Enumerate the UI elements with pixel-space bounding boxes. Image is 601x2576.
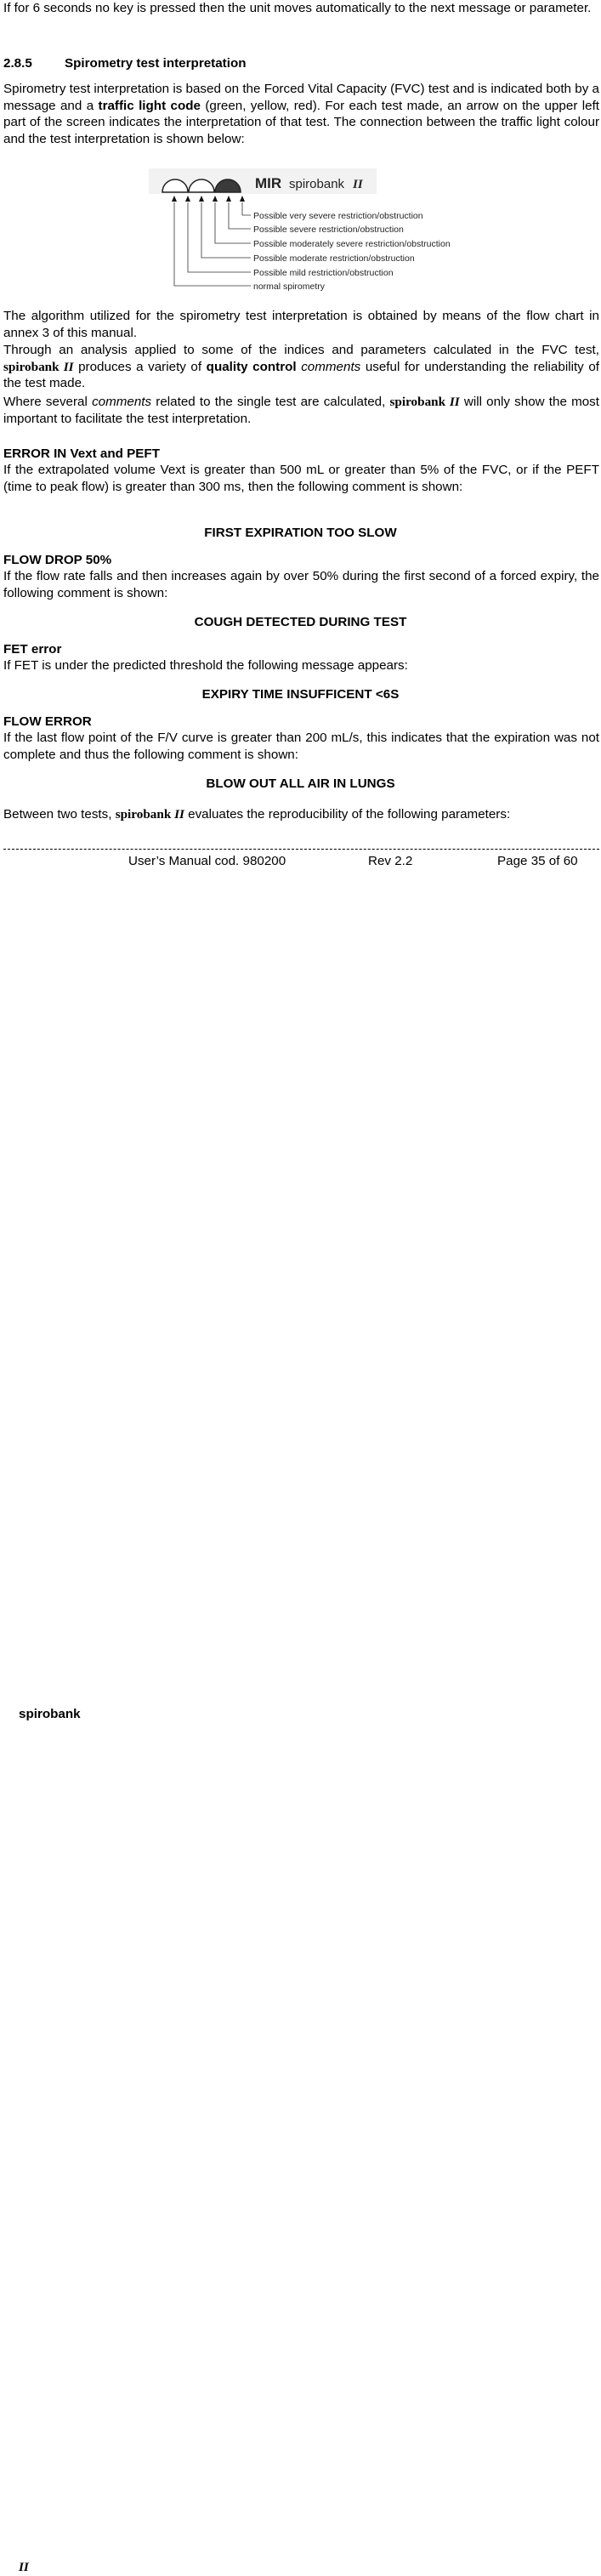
arrow-up-icon — [172, 196, 177, 202]
label-normal: normal spirometry — [253, 281, 326, 292]
error-message: FIRST EXPIRATION TOO SLOW — [204, 526, 397, 540]
error-heading: FLOW ERROR — [3, 714, 92, 729]
paragraph-quality-control — [3, 342, 599, 392]
error-message: EXPIRY TIME INSUFFICENT <6S — [201, 687, 400, 702]
paragraph-several-comments — [3, 394, 599, 427]
error-message: COUGH DETECTED DURING TEST — [194, 615, 407, 629]
arrow-up-icon — [199, 196, 204, 202]
traffic-light-code-term: traffic light code — [98, 98, 201, 113]
footer-revision: Rev 2.2 — [368, 854, 413, 868]
label-moderate: Possible moderate restriction/obstruction — [253, 253, 415, 264]
error-heading: FLOW DROP 50% — [3, 553, 112, 567]
paragraph-algorithm: The algorithm utilized for the spirometry test interpretation is obtained by means of the flow chart in annex 3 of this manual. — [3, 309, 599, 340]
banner-product-name: spirobank — [289, 177, 345, 191]
footer-page-number: Page 35 of 60 — [497, 854, 578, 868]
error-heading: FET error — [3, 642, 62, 657]
section-title: Spirometry test interpretation — [65, 56, 247, 71]
paragraph-text: will only show the most important to facilitate the test interpretation. — [3, 395, 599, 426]
mir-logo: MIR — [255, 175, 282, 191]
banner-product-suffix: II — [353, 178, 363, 191]
arrow-lines — [174, 202, 251, 286]
error-description: If the flow rate falls and then increases again by over 50% during the first second of a forced expiry, the following comment is shown: — [3, 569, 599, 600]
paragraph-reproducibility — [3, 806, 599, 823]
brand-name: spirobank II — [389, 395, 460, 409]
paragraph-text: Between two tests, — [3, 807, 116, 822]
arrow-heads — [172, 196, 245, 202]
label-moderately-severe: Possible moderately severe restriction/obstruction — [253, 239, 451, 249]
error-message: BLOW OUT ALL AIR IN LUNGS — [206, 776, 395, 791]
intro-text: If for 6 seconds no key is pressed then the unit moves automatically to the next message or parameter. — [3, 1, 592, 15]
error-description: If the last flow point of the F/V curve is greater than 200 mL/s, this indicates that the expiration was not complete and thus the following comment is shown: — [3, 731, 599, 762]
label-severe: Possible severe restriction/obstruction — [253, 225, 404, 235]
brand-name: spirobank II — [3, 359, 74, 374]
paragraph-text: Through an analysis applied to some of the indices and parameters calculated in the FVC test, — [3, 343, 599, 357]
quality-control-term: quality control — [206, 359, 297, 374]
paragraph-text: related to the single test are calculated, — [151, 395, 390, 409]
paragraph-text: evaluates the reproducibility of the following parameters: — [184, 807, 511, 822]
footer-divider — [3, 849, 599, 850]
traffic-light-figure — [149, 167, 455, 291]
arrow-up-icon — [185, 196, 190, 202]
comments-term: comments — [92, 395, 152, 409]
label-very-severe: Possible very severe restriction/obstruction — [253, 211, 423, 221]
error-description: If FET is under the predicted threshold the following message appears: — [3, 658, 408, 673]
paragraph-text: Where several — [3, 395, 93, 409]
comments-term: comments — [301, 359, 361, 374]
paragraph-text: (green, yellow, red). For each test made, an arrow on the upper left part of the screen indicates the interpretation of that test. The connection between the traffic light colour and the test interpretation is shown below: — [3, 98, 600, 146]
arrow-up-icon — [240, 196, 245, 202]
arrow-up-icon — [226, 196, 231, 202]
traffic-light-diagram — [149, 167, 455, 291]
paragraph-text: useful for understanding the reliability of the test made. — [3, 359, 599, 390]
error-heading: ERROR IN Vext and PEFT — [3, 446, 160, 461]
footer-manual-code: User’s Manual cod. 980200 — [128, 854, 286, 868]
arrow-up-icon — [213, 196, 218, 202]
section-number: 2.8.5 — [3, 56, 32, 71]
label-mild: Possible mild restriction/obstruction — [253, 268, 394, 278]
brand-name: spirobank II — [115, 807, 184, 822]
paragraph-text: Spirometry test interpretation is based on the Forced Vital Capacity (FVC) test and is indicated both by a message and a — [3, 82, 599, 113]
error-description: If the extrapolated volume Vext is greater than 500 mL or greater than 5% of the FVC, or if the PEFT (time to peak flow) is greater than 300 ms, then the following comment is shown: — [3, 463, 599, 494]
paragraph-traffic-light — [3, 81, 599, 147]
paragraph-text: produces a variety of — [73, 359, 207, 374]
